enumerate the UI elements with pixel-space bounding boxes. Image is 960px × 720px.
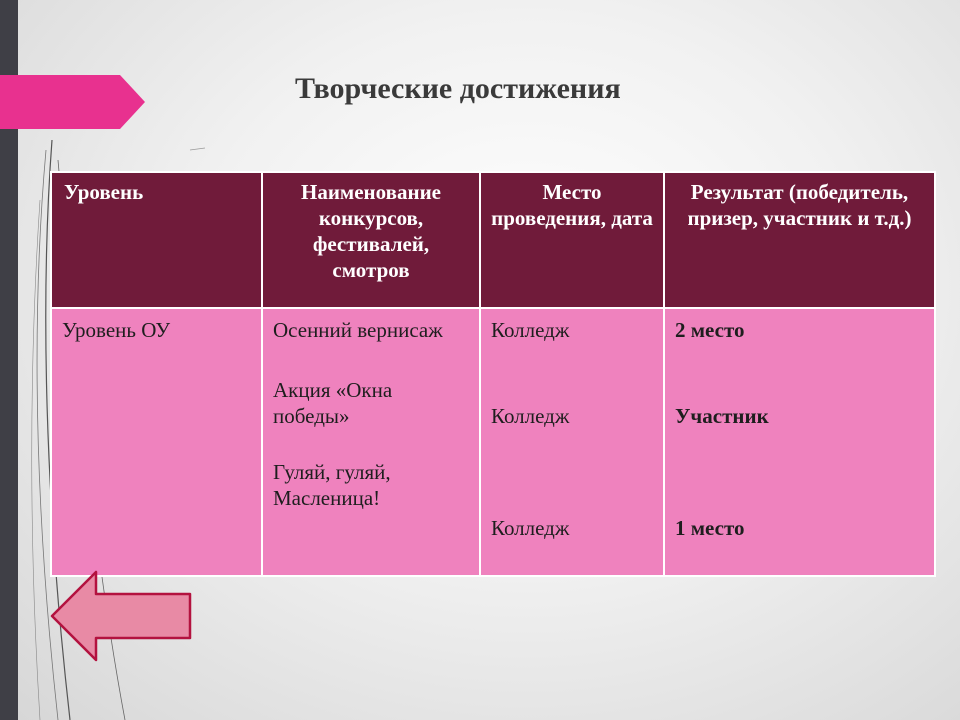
level-text: Уровень ОУ <box>62 318 171 342</box>
table-header-row <box>51 172 935 308</box>
contest-name-2: Акция «Окна победы» <box>273 378 393 428</box>
slide-title: Творческие достижения <box>295 72 621 105</box>
venue-2: Колледж <box>491 404 570 428</box>
achievements-table <box>50 171 936 577</box>
cell-venues <box>480 308 664 576</box>
header-result: Результат (победитель, призер, участник и т.д.) <box>664 172 935 308</box>
cell-results <box>664 308 935 576</box>
left-arrow-icon[interactable] <box>50 570 192 662</box>
title-accent-tab <box>0 75 145 129</box>
venue-1: Колледж <box>491 318 570 342</box>
contest-name-1: Осенний вернисаж <box>273 318 443 342</box>
venue-3: Колледж <box>491 516 570 540</box>
contest-name-3: Гуляй, гуляй, Масленица! <box>273 460 391 510</box>
header-level: Уровень <box>51 172 262 308</box>
header-venue-date: Место проведения, дата <box>480 172 664 308</box>
result-3: 1 место <box>675 516 745 540</box>
result-2: Участник <box>675 404 769 428</box>
result-1: 2 место <box>675 318 745 342</box>
cell-level <box>51 308 262 576</box>
cell-contest-names <box>262 308 480 576</box>
header-contest-name: Наименование конкурсов, фестивалей, смотров <box>262 172 480 308</box>
table-row <box>51 308 935 576</box>
